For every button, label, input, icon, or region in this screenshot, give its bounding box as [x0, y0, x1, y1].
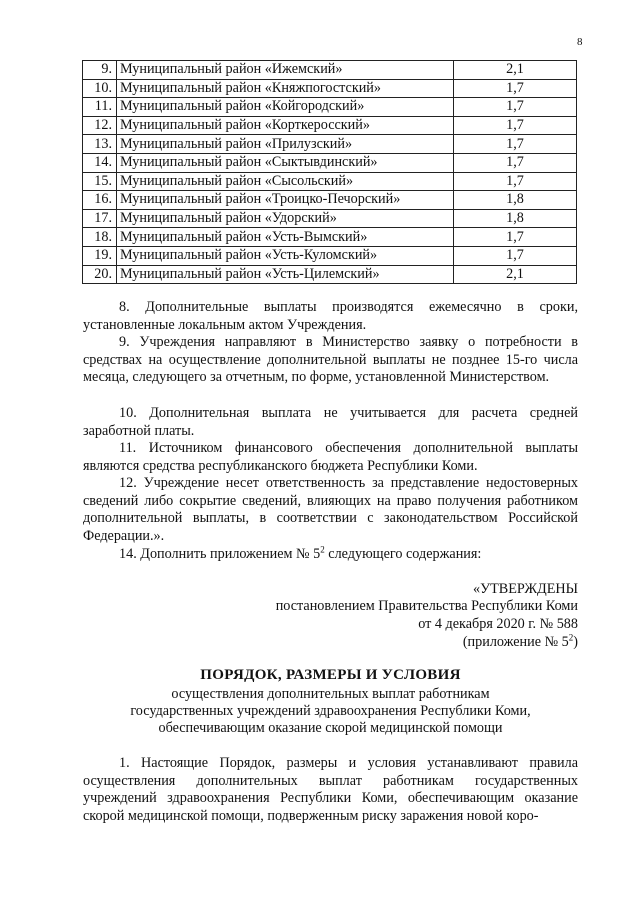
table-row: [83, 209, 577, 228]
table-row: [83, 228, 577, 247]
district-name: Муниципальный район «Койгородский»: [117, 98, 454, 117]
paragraph-11: 11. Источником финансового обеспечения дополнительной выплаты являются средства республиканского бюджета Республики Коми.: [83, 440, 578, 474]
coefficient-value: 1,7: [454, 116, 577, 135]
table-row: [83, 172, 577, 191]
document-subtitle-3: обеспечивающим оказание скорой медицинской помощи: [158, 720, 503, 736]
coefficient-value: 1,8: [454, 191, 577, 210]
paragraph-10: 10. Дополнительная выплата не учитывается для расчета средней заработной платы.: [83, 405, 578, 439]
row-number: 11.: [83, 98, 117, 117]
district-name: Муниципальный район «Княжпогостский»: [117, 79, 454, 98]
approval-line-4: (приложение № $5^2$): [462, 632, 578, 650]
table-row: [83, 135, 577, 154]
row-number: 17.: [83, 209, 117, 228]
district-name: Муниципальный район «Троицко-Печорский»: [117, 191, 454, 210]
table-row: [83, 265, 577, 284]
paragraph-14: 14. Дополнить приложением № $5^2$ следующего содержания:: [119, 544, 482, 562]
coefficient-value: 1,7: [454, 228, 577, 247]
paragraph-8: 8. Дополнительные выплаты производятся ежемесячно в сроки, установленные локальным актом Учреждения.: [83, 299, 578, 333]
document-title: ПОРЯДОК, РАЗМЕРЫ И УСЛОВИЯ: [200, 667, 461, 683]
table-row: [83, 116, 577, 135]
document-subtitle-2: государственных учреждений здравоохранения Республики Коми,: [130, 703, 531, 719]
district-name: Муниципальный район «Удорский»: [117, 209, 454, 228]
district-coefficient-table: [82, 60, 577, 284]
coefficient-value: 1,7: [454, 246, 577, 265]
table-row: [83, 191, 577, 210]
row-number: 10.: [83, 79, 117, 98]
body-paragraph-1: 1. Настоящие Порядок, размеры и условия устанавливают правила осуществления дополнительных выплат работникам государственных учреждений здравоохранения Республики Коми, обеспечивающим оказание скорой медицинской помощи, подверженным риску заражения новой коро-: [83, 755, 578, 824]
document-subtitle-1: осуществления дополнительных выплат работникам: [171, 686, 490, 702]
row-number: 9.: [83, 61, 117, 80]
table-row: [83, 61, 577, 80]
district-name: Муниципальный район «Усть-Куломский»: [117, 246, 454, 265]
row-number: 19.: [83, 246, 117, 265]
district-name: Муниципальный район «Сысольский»: [117, 172, 454, 191]
row-number: 16.: [83, 191, 117, 210]
approval-line-2: постановлением Правительства Республики Коми: [275, 598, 578, 614]
coefficient-value: 1,7: [454, 79, 577, 98]
approval-line-1: «УТВЕРЖДЕНЫ: [473, 581, 578, 597]
coefficient-value: 2,1: [454, 265, 577, 284]
row-number: 14.: [83, 153, 117, 172]
paragraph-12: 12. Учреждение несет ответственность за представление недостоверных сведений либо сокрытие сведений, влияющих на право получения работником дополнительной выплаты, в соответствии с законодательством Российской Федерации.».: [83, 475, 578, 544]
district-name: Муниципальный район «Сыктывдинский»: [117, 153, 454, 172]
coefficient-value: 1,7: [454, 135, 577, 154]
district-name: Муниципальный район «Ижемский»: [117, 61, 454, 80]
table-row: [83, 98, 577, 117]
row-number: 20.: [83, 265, 117, 284]
coefficient-value: 2,1: [454, 61, 577, 80]
row-number: 12.: [83, 116, 117, 135]
coefficient-value: 1,7: [454, 153, 577, 172]
district-name: Муниципальный район «Корткеросский»: [117, 116, 454, 135]
table-row: [83, 246, 577, 265]
district-name: Муниципальный район «Усть-Цилемский»: [117, 265, 454, 284]
paragraph-9: 9. Учреждения направляют в Министерство заявку о потребности в средствах на осуществление дополнительной выплаты не позднее 15-го числа месяца, следующего за отчетным, по форме, установленной Министерством.: [83, 334, 578, 385]
table-row: [83, 79, 577, 98]
row-number: 18.: [83, 228, 117, 247]
approval-line-3: от 4 декабря 2020 г. № 588: [418, 616, 578, 632]
district-name: Муниципальный район «Усть-Вымский»: [117, 228, 454, 247]
coefficient-value: 1,7: [454, 98, 577, 117]
row-number: 13.: [83, 135, 117, 154]
page-number: 8: [577, 36, 583, 48]
district-name: Муниципальный район «Прилузский»: [117, 135, 454, 154]
table-row: [83, 153, 577, 172]
row-number: 15.: [83, 172, 117, 191]
coefficient-value: 1,7: [454, 172, 577, 191]
coefficient-value: 1,8: [454, 209, 577, 228]
